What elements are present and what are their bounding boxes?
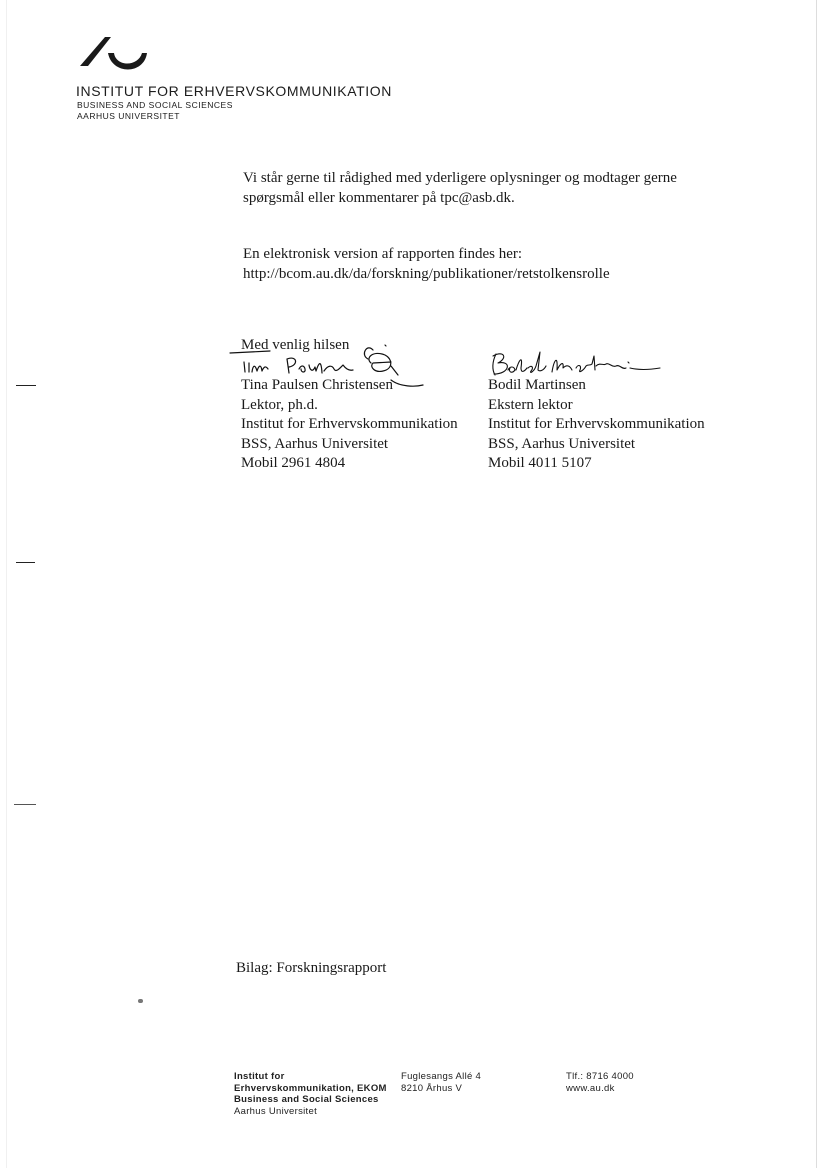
footer-street: Fuglesangs Allé 4 [401, 1071, 482, 1082]
contact-paragraph-line: Vi står gerne til rådighed med yderligere oplysninger og modtager gerne [243, 170, 677, 186]
footer-address [401, 1071, 481, 1094]
faculty-name: BUSINESS AND SOCIAL SCIENCES [77, 100, 233, 110]
signatory-name: Tina Paulsen Christensen [241, 377, 393, 393]
report-url[interactable]: http://bcom.au.dk/da/forskning/publikationer/retstolkensrolle [243, 266, 610, 282]
signatory-institute: Institut for Erhvervskommunikation [241, 416, 458, 433]
attachment-note: Bilag: Forskningsrapport [236, 960, 387, 976]
footer-line: Business and Social Sciences [234, 1094, 379, 1106]
footer-contact [566, 1071, 634, 1094]
footer-line: Institut for [234, 1071, 285, 1082]
scan-edge-left [6, 0, 7, 1168]
signatory-affiliation: BSS, Aarhus Universitet [488, 435, 636, 452]
institute-name: INSTITUT FOR ERHVERVSKOMMUNIKATION [76, 83, 392, 99]
signatory-block [488, 376, 705, 474]
closing-greeting: Med venlig hilsen [241, 337, 350, 353]
signatory-phone: Mobil 4011 5107 [488, 455, 592, 472]
footer-line: Erhvervskommunikation, EKOM [234, 1082, 387, 1094]
signatory-affiliation: BSS, Aarhus Universitet [241, 435, 389, 452]
contact-paragraph-line: spørgsmål eller kommentarer på tpc@asb.dk. [243, 190, 515, 206]
signatory-institute: Institut for Erhvervskommunikation [488, 416, 705, 433]
punch-mark [16, 385, 36, 386]
au-logo [78, 33, 148, 81]
university-name: AARHUS UNIVERSITET [77, 111, 180, 121]
footer-line: Aarhus Universitet [234, 1106, 318, 1118]
signatory-block [241, 376, 458, 474]
signatory-name: Bodil Martinsen [488, 377, 586, 393]
footer-phone: Tlf.: 8716 4000 [566, 1071, 634, 1082]
signatory-phone: Mobil 2961 4804 [241, 455, 346, 472]
scan-speck [138, 999, 143, 1003]
signatory-title: Lektor, ph.d. [241, 396, 318, 413]
punch-mark [14, 804, 36, 805]
signatory-title: Ekstern lektor [488, 396, 573, 413]
footer-website[interactable]: www.au.dk [566, 1082, 615, 1094]
footer-institute [234, 1071, 387, 1118]
footer-city: 8210 Århus V [401, 1082, 463, 1094]
punch-mark [16, 562, 35, 563]
report-link-intro: En elektronisk version af rapporten findes her: [243, 246, 523, 262]
scan-edge-right [816, 0, 817, 1168]
